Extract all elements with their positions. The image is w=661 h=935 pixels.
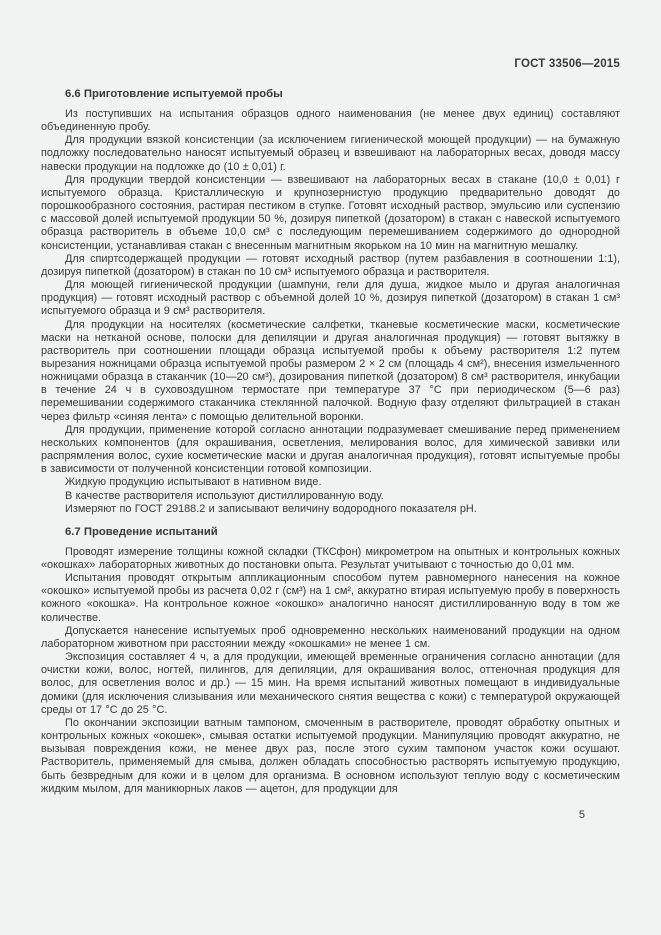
paragraph: Жидкую продукцию испытывают в нативном виде. <box>65 476 322 489</box>
paragraph: Экспозиция составляет 4 ч, а для продукции, имеющей временные ограничения согласно аннотации (для очистки кожи, волос, ногтей, пилингов, для депиляции, для окрашивания волос, оттеночная продукция для волос, для осветления волос и др.) — 15 мин. На время испытаний животных помещают в индивидуальные домики (для исключения слизывания или механического снятия вещества с кожи) с температурой окружающей среды от 17 °С до 25 °С. <box>41 651 620 716</box>
paragraph: Из поступивших на испытания образцов одного наименования (не менее двух единиц) составляют объединенную пробу. <box>41 108 620 134</box>
paragraph: Измеряют по ГОСТ 29188.2 и записывают величину водородного показателя pH. <box>65 502 477 515</box>
paragraph: Допускается нанесение испытуемых проб одновременно нескольких наименований продукции на одном лабораторном животном при расстоянии между «окошками» не менее 1 см. <box>41 624 620 650</box>
paragraph: Для моющей гигиенической продукции (шампуни, гели для душа, жидкое мыло и другая аналогичная продукция) — готовят исходный раствор с объемной долей 10 %, дозируя пипеткой (дозатором) в стакан 1 см³ испытуемого образца и 9 см³ растворителя. <box>41 279 620 318</box>
standard-number-header: ГОСТ 33506—2015 <box>514 58 620 70</box>
paragraph: Испытания проводят открытым аппликационным способом путем равномерного нанесения на кожное «окошко» испытуемой пробы из расчета 0,02 г (см³) на 1 см², аккуратно втирая испытуемую пробу в поверхность кожного «окошка». На контрольное кожное «окошко» аналогично наносят дистиллированную воду в том же количестве. <box>41 572 620 624</box>
paragraph: Проводят измерение толщины кожной складки (ТКСфон) микрометром на опытных и контрольных кожных «окошках» лабораторных животных до постановки опыта. Результат учитывают с точностью до 0,01 мм. <box>41 545 620 571</box>
page-number: 5 <box>578 808 585 821</box>
page-content <box>41 58 620 821</box>
section-heading: 6.6 Приготовление испытуемой пробы <box>65 88 283 100</box>
paragraph: Для продукции твердой консистенции — взвешивают на лабораторных весах в стакане (10,0 ± 0,01) г испытуемого образца. Кристаллическую и крупнозернистую продукцию предварительно доводят до порошкообразного состояния, растирая пестиком в ступке. Готовят исходный раствор, эмульсию или суспензию с массовой долей испытуемой продукции 50 %, дозируя пипеткой (дозатором) в стакан с навеской испытуемого образца растворитель в объеме 10,0 см³ с последующим перемешиванием содержимого до однородной консистенции, устанавливая стакан с внесенным магнитным якорьком на 10 мин на магнитную мешалку. <box>41 173 620 252</box>
paragraph: Для продукции, применение которой согласно аннотации подразумевает смешивание перед применением нескольких компонентов (для окрашивания, осветления, мелирования волос, для химической завивки или распрямления волос, сухие косметические маски и другая аналогичная продукция), готовят испытуемые пробы в зависимости от полученной консистенции готовой композиции. <box>41 423 620 476</box>
section-6-7 <box>41 526 620 796</box>
section-6-6 <box>41 88 620 516</box>
section-heading: 6.7 Проведение испытаний <box>65 525 218 538</box>
paragraph: Для продукции на носителях (косметические салфетки, тканевые косметические маски, косметические маски на нетканой основе, полоски для депиляции и другая аналогичная продукция) — готовят вытяжку в растворитель при соотношении площади образца испытуемой пробы к объему растворителя 1:2 путем вырезания ножницами образца испытуемой пробы размером 2 × 2 см (площадь 4 см²), внесения измельченного ножницами образца в стаканчик (10—20 см³), дозирования пипеткой (дозатором) 8 см³ растворителя, инкубации в течение 24 ч в суховоздушном термостате при температуре 37 °С при периодическом (5—6 раз) перемешивании содержимого стаканчика стеклянной палочкой. Водную фазу отделяют фильтрацией в стакан через фильтр «синяя лента» с помощью делительной воронки. <box>41 318 620 423</box>
paragraph: По окончании экспозиции ватным тампоном, смоченным в растворителе, проводят обработку опытных и контрольных кожных «окошек», смывая остатки испытуемой продукции. Манипуляцию проводят аккуратно, не вызывая повреждения кожи, не менее двух раз, после этого сухим тампоном участок кожи осушают. Растворитель, применяемый для смыва, должен обладать способностью растворять испытуемую продукцию, быть безвредным для кожи и в целом для организма. В основном используют теплую воду с косметическим жидким мылом, для маникюрных лаков — ацетон, для продукции для <box>41 716 620 795</box>
paragraph: Для продукции вязкой консистенции (за исключением гигиенической моющей продукции) — на бумажную подложку последовательно наносят испытуемый образец и взвешивают на лабораторных весах, доводя массу навески продукции на подложке до (10 ± 0,01) г. <box>41 134 620 173</box>
paragraph: Для спиртсодержащей продукции — готовят исходный раствор (путем разбавления в соотношении 1:1), дозируя пипеткой (дозатором) в стакан по 10 см³ испытуемого образца и растворителя. <box>41 252 620 278</box>
paragraph: В качестве растворителя используют дистиллированную воду. <box>65 489 384 502</box>
